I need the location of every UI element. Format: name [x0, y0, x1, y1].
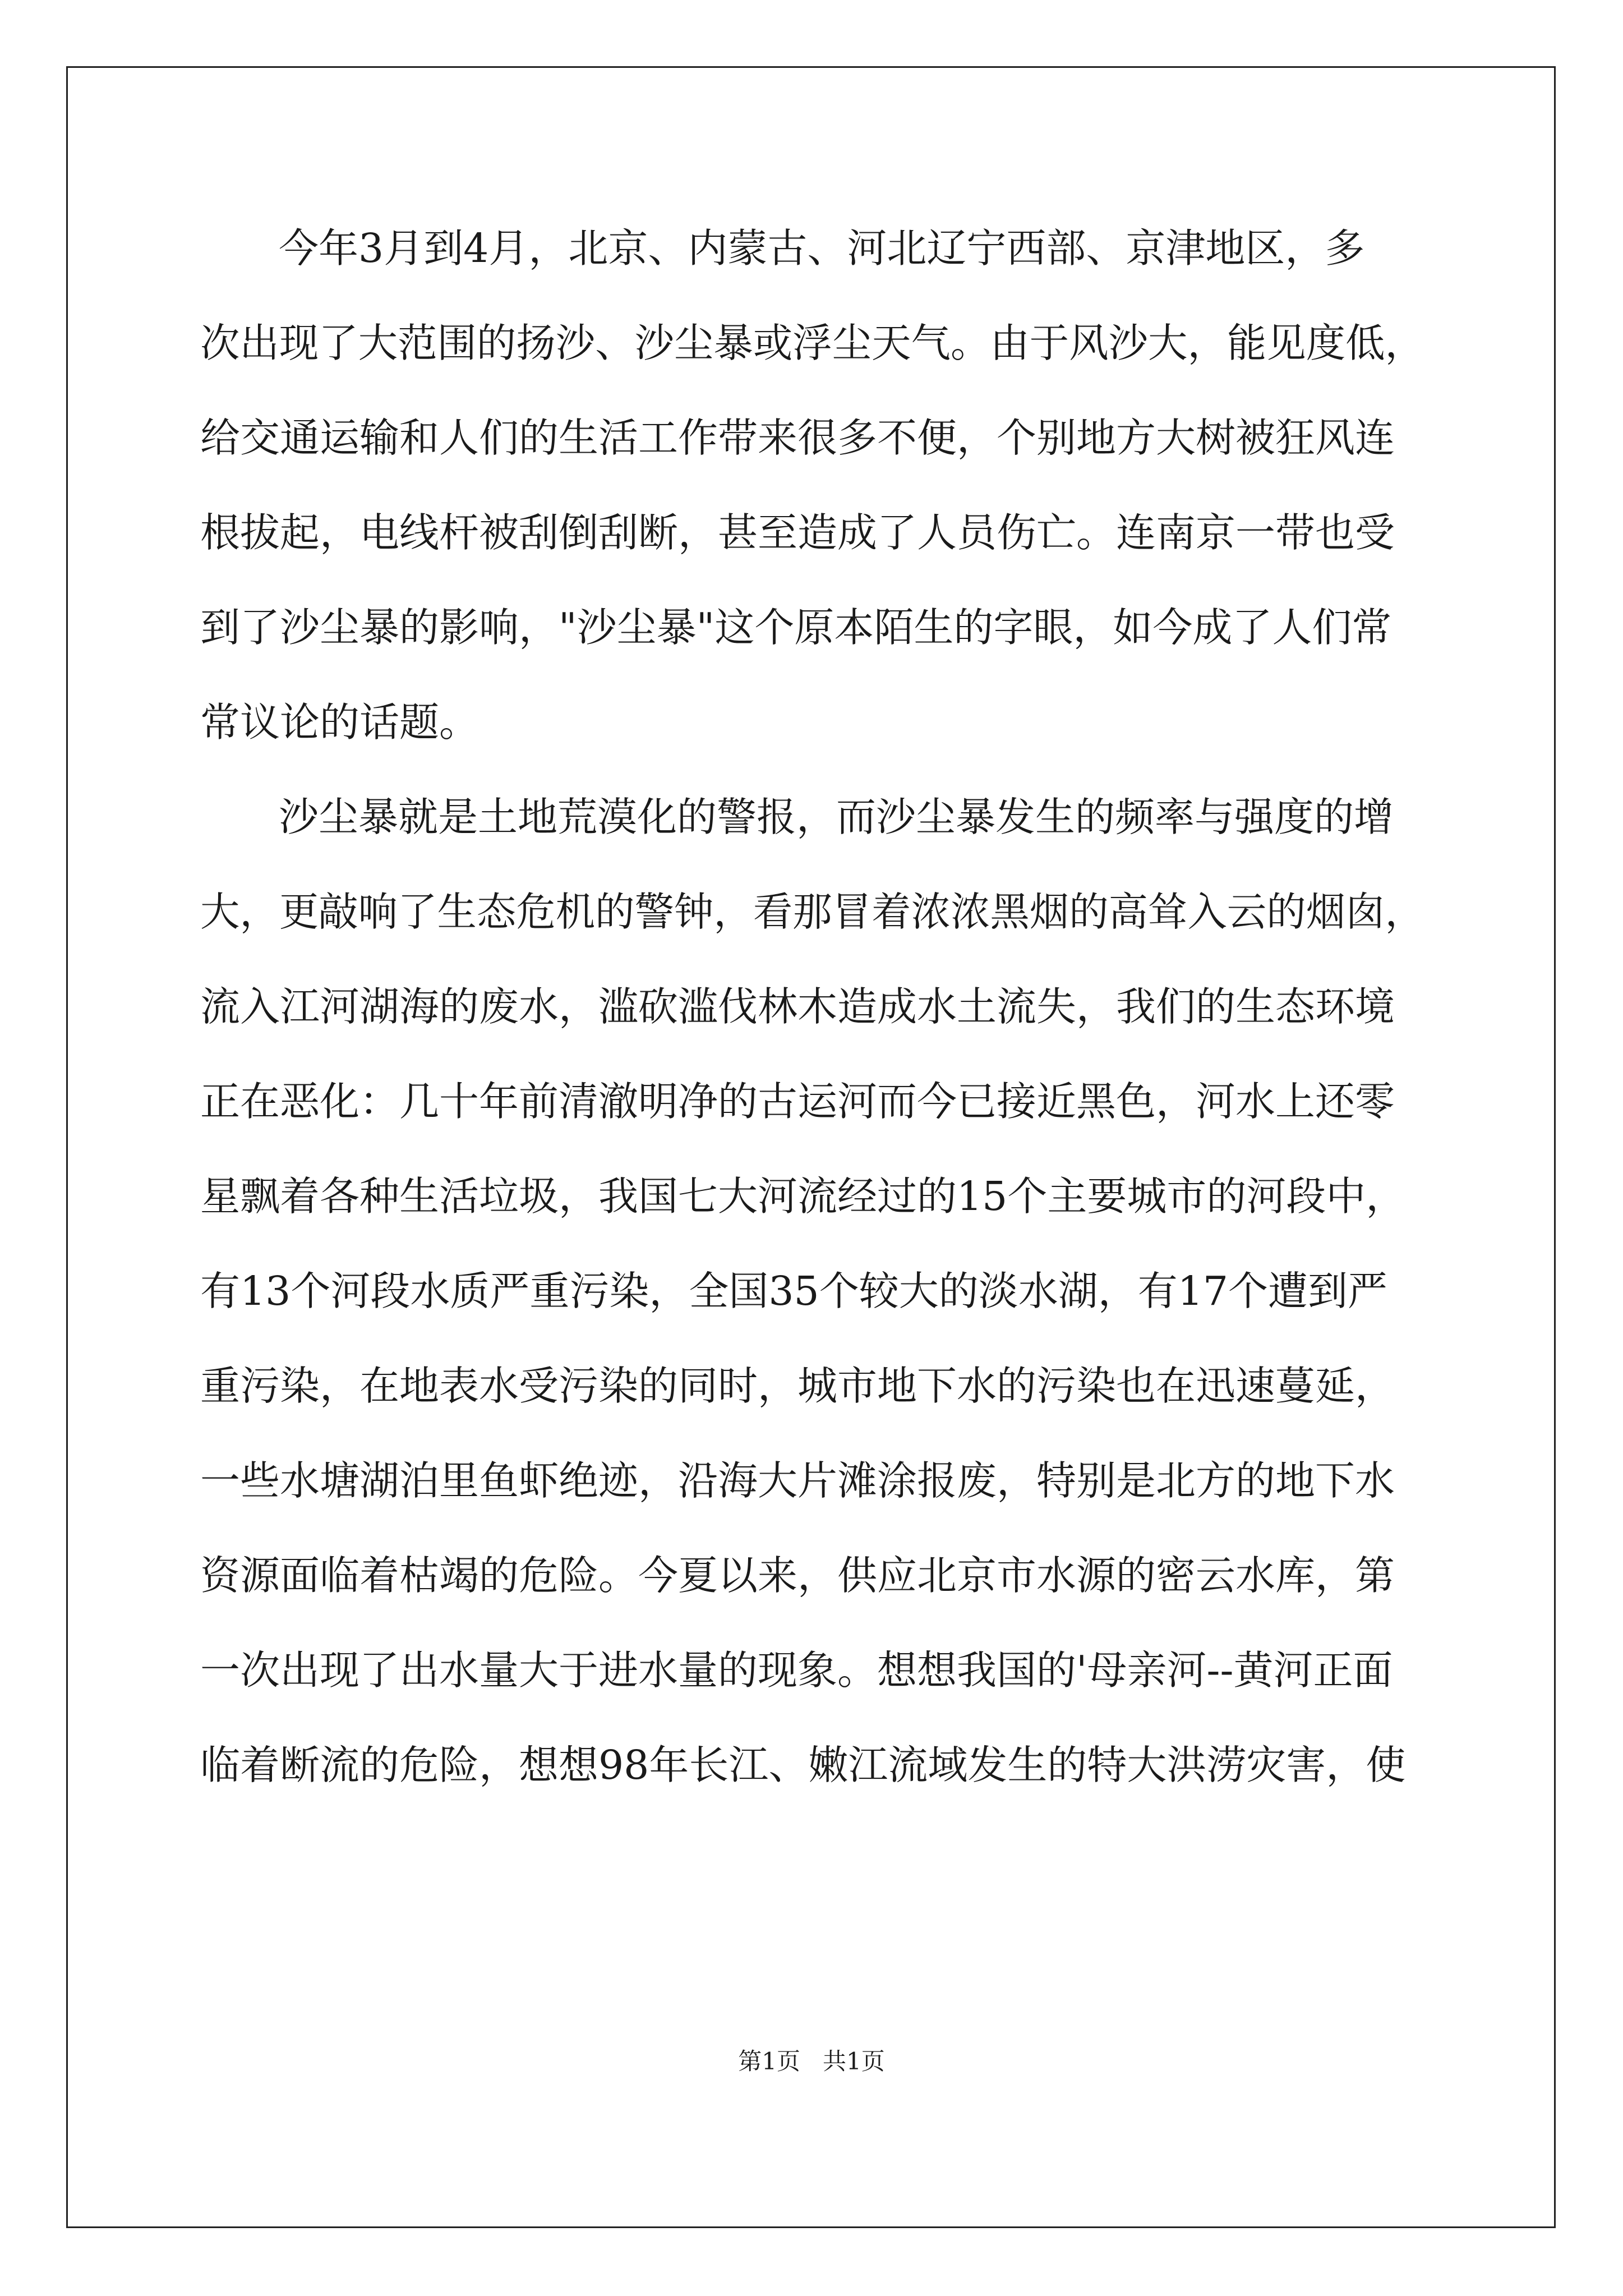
text-line: 资源面临着枯竭的危险。今夏以来，供应北京市水源的密云水库，第: [200, 1552, 1395, 1599]
text-line: 今年3月到4月，北京、内蒙古、河北辽宁西部、京津地区，多: [279, 225, 1365, 272]
text-line: 一次出现了出水量大于进水量的现象。想想我国的'母亲河--黄河正面: [200, 1647, 1393, 1694]
text-line: 一些水塘湖泊里鱼虾绝迹，沿海大片滩涂报废，特别是北方的地下水: [200, 1457, 1395, 1504]
text-line: 流入江河湖海的废水，滥砍滥伐林木造成水土流失，我们的生态环境: [200, 983, 1395, 1030]
text-line: 临着断流的危险，想想98年长江、嫩江流域发生的特大洪涝灾害，使: [200, 1742, 1406, 1788]
page-border: [66, 66, 1556, 2228]
text-line: 常议论的话题。: [200, 699, 479, 746]
text-line: 大，更敲响了生态危机的警钟，看那冒着浓浓黑烟的高耸入云的烟囱，: [200, 889, 1424, 935]
text-line: 有13个河段水质严重污染，全国35个较大的淡水湖，有17个遭到严: [200, 1268, 1388, 1314]
text-line: 星飘着各种生活垃圾，我国七大河流经过的15个主要城市的河段中，: [200, 1173, 1406, 1220]
text-line: 到了沙尘暴的影响，"沙尘暴"这个原本陌生的字眼，如今成了人们常: [200, 604, 1392, 651]
text-line: 次出现了大范围的扬沙、沙尘暴或浮尘天气。由于风沙大，能见度低，: [200, 320, 1424, 366]
text-line: 重污染，在地表水受污染的同时，城市地下水的污染也在迅速蔓延，: [200, 1363, 1395, 1409]
text-line: 给交通运输和人们的生活工作带来很多不便，个别地方大树被狂风连: [200, 415, 1395, 461]
text-line: 根拔起，电线杆被刮倒刮断，甚至造成了人员伤亡。连南京一带也受: [200, 509, 1395, 556]
page-number-footer: 第1页 共1页: [738, 2047, 885, 2075]
text-line: 正在恶化：几十年前清澈明净的古运河而今已接近黑色，河水上还零: [200, 1078, 1395, 1125]
text-line: 沙尘暴就是土地荒漠化的警报，而沙尘暴发生的频率与强度的增: [279, 794, 1394, 840]
